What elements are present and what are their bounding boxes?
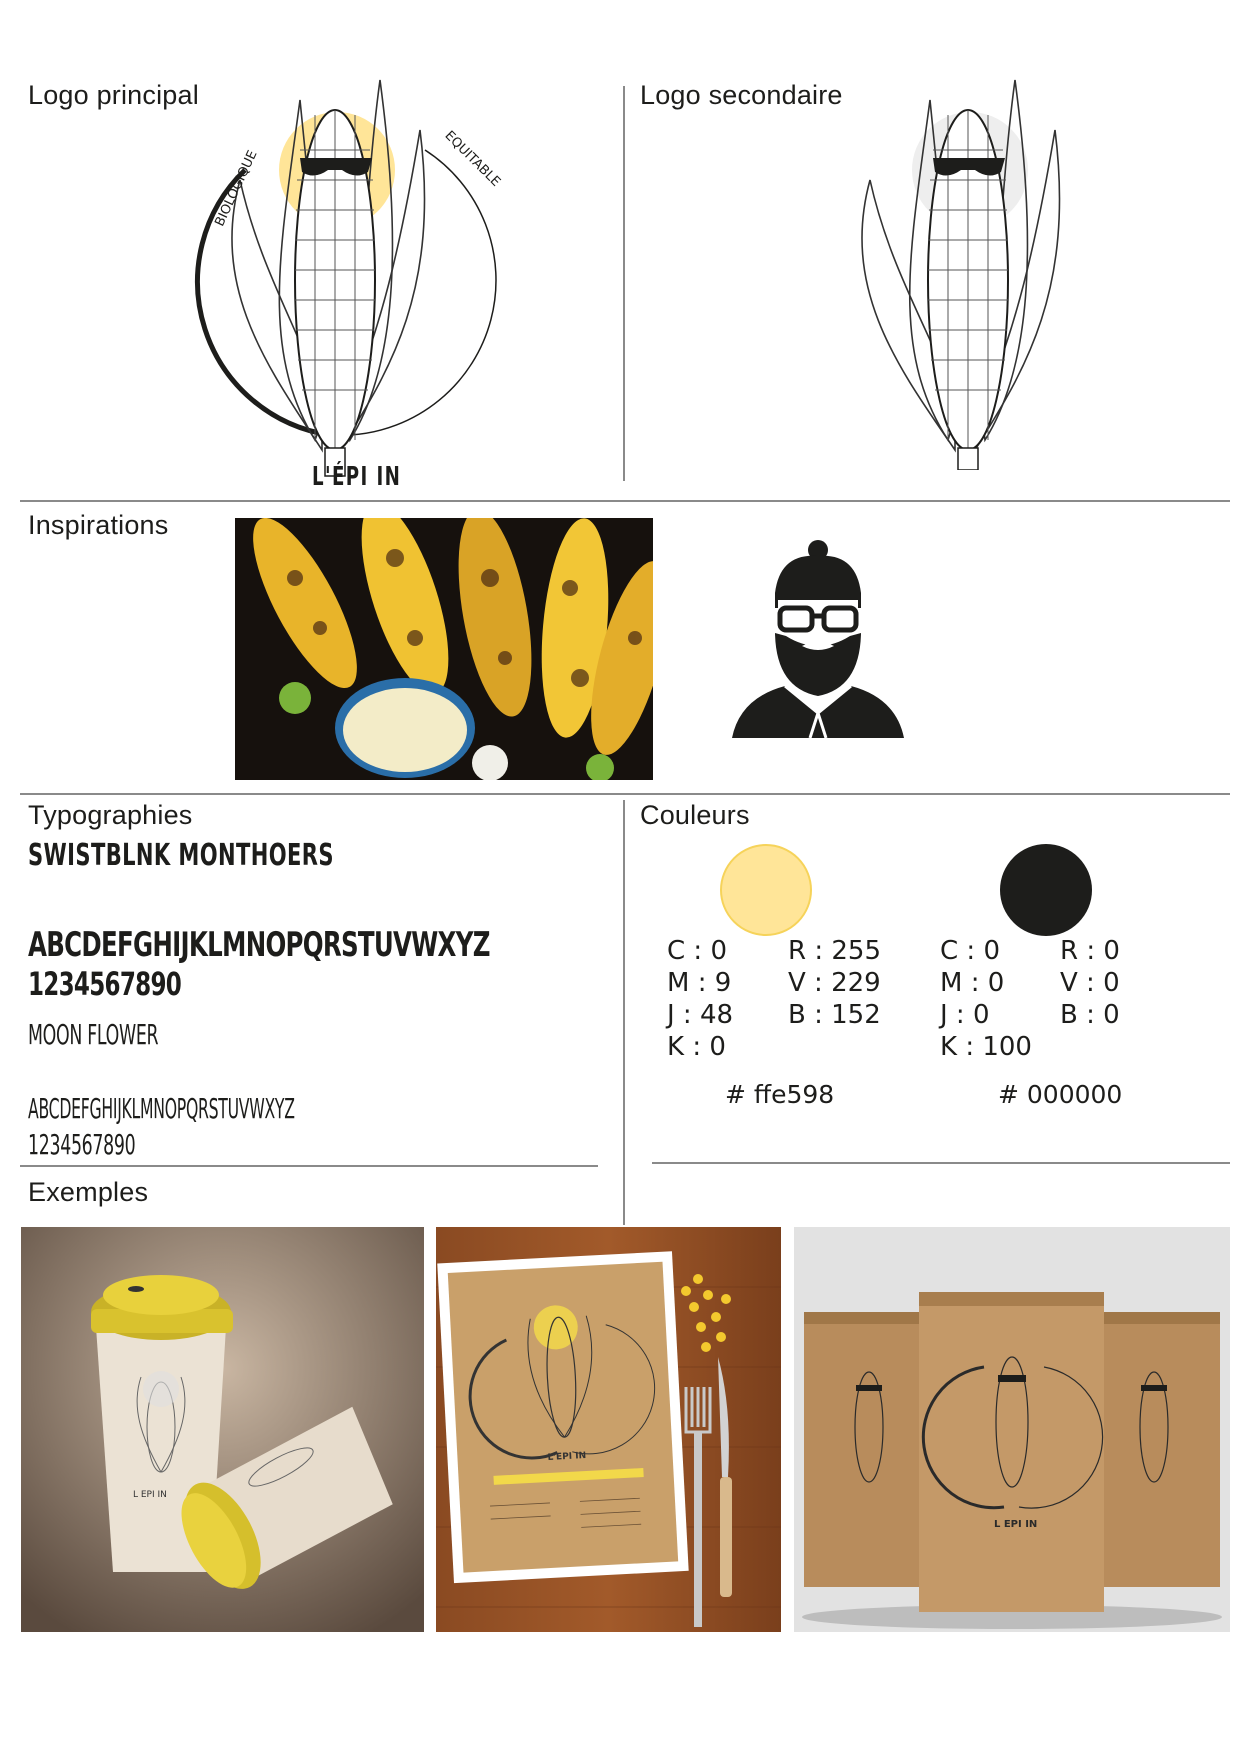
yellow-cmyk-j: J : 48 — [667, 1000, 734, 1030]
font2-name: MOON FLOWER — [28, 1018, 159, 1051]
divider-horizontal-1 — [20, 500, 1230, 502]
section-title-couleurs: Couleurs — [640, 800, 750, 830]
yellow-hex: # ffe598 — [725, 1080, 835, 1109]
svg-text:BIOLOGIQUE: BIOLOGIQUE — [212, 148, 261, 229]
font1-name: SWISTBLNK MONTHOERS — [28, 838, 334, 873]
yellow-rgb-r: R : 255 — [788, 936, 881, 966]
divider-horizontal-3-left — [20, 1165, 598, 1167]
divider-horizontal-2 — [20, 793, 1230, 795]
black-cmyk-c: C : 0 — [940, 936, 1000, 966]
hipster-avatar-icon — [730, 538, 906, 738]
color-swatch-black — [1000, 844, 1092, 936]
black-hex: # 000000 — [998, 1080, 1123, 1109]
black-cmyk-j: J : 0 — [940, 1000, 990, 1030]
svg-text:L EPI IN: L EPI IN — [994, 1519, 1038, 1530]
divider-vertical-middle — [623, 800, 625, 1225]
font2-digits: 1234567890 — [28, 1128, 136, 1161]
svg-text:EQUITABLE: EQUITABLE — [441, 128, 504, 190]
black-cmyk-k: K : 100 — [940, 1032, 1032, 1062]
logo-secondaire-illustration — [790, 70, 1110, 470]
black-rgb-b: B : 0 — [1060, 1000, 1120, 1030]
inspiration-grilled-corn-photo — [235, 518, 653, 780]
black-rgb-r: R : 0 — [1060, 936, 1120, 966]
example-menu-mockup — [436, 1227, 781, 1632]
section-title-logo-principal: Logo principal — [28, 80, 199, 110]
example-cups-mockup — [21, 1227, 424, 1632]
yellow-cmyk-k: K : 0 — [667, 1032, 726, 1062]
section-title-typographies: Typographies — [28, 800, 193, 830]
svg-text:L EPI IN: L EPI IN — [133, 1490, 167, 1500]
yellow-cmyk-c: C : 0 — [667, 936, 727, 966]
yellow-rgb-b: B : 152 — [788, 1000, 881, 1030]
example-bags-mockup — [794, 1227, 1230, 1632]
logo-principal-illustration — [150, 70, 530, 500]
yellow-rgb-v: V : 229 — [788, 968, 881, 998]
section-title-logo-secondaire: Logo secondaire — [640, 80, 843, 110]
yellow-cmyk-m: M : 9 — [667, 968, 732, 998]
section-title-inspirations: Inspirations — [28, 510, 169, 540]
svg-text:L'EPI IN: L'EPI IN — [547, 1450, 587, 1463]
black-rgb-v: V : 0 — [1060, 968, 1120, 998]
font2-alphabet: ABCDEFGHIJKLMNOPQRSTUVWXYZ — [28, 1092, 295, 1125]
divider-horizontal-3-right — [652, 1162, 1230, 1164]
font1-alphabet: ABCDEFGHIJKLMNOPQRSTUVWXYZ — [28, 925, 490, 965]
logo-brand-name: L'ÉPI IN — [312, 462, 402, 492]
divider-vertical-top — [623, 86, 625, 481]
black-cmyk-m: M : 0 — [940, 968, 1005, 998]
font1-digits: 1234567890 — [28, 965, 182, 1003]
section-title-exemples: Exemples — [28, 1177, 149, 1207]
color-swatch-yellow — [720, 844, 812, 936]
